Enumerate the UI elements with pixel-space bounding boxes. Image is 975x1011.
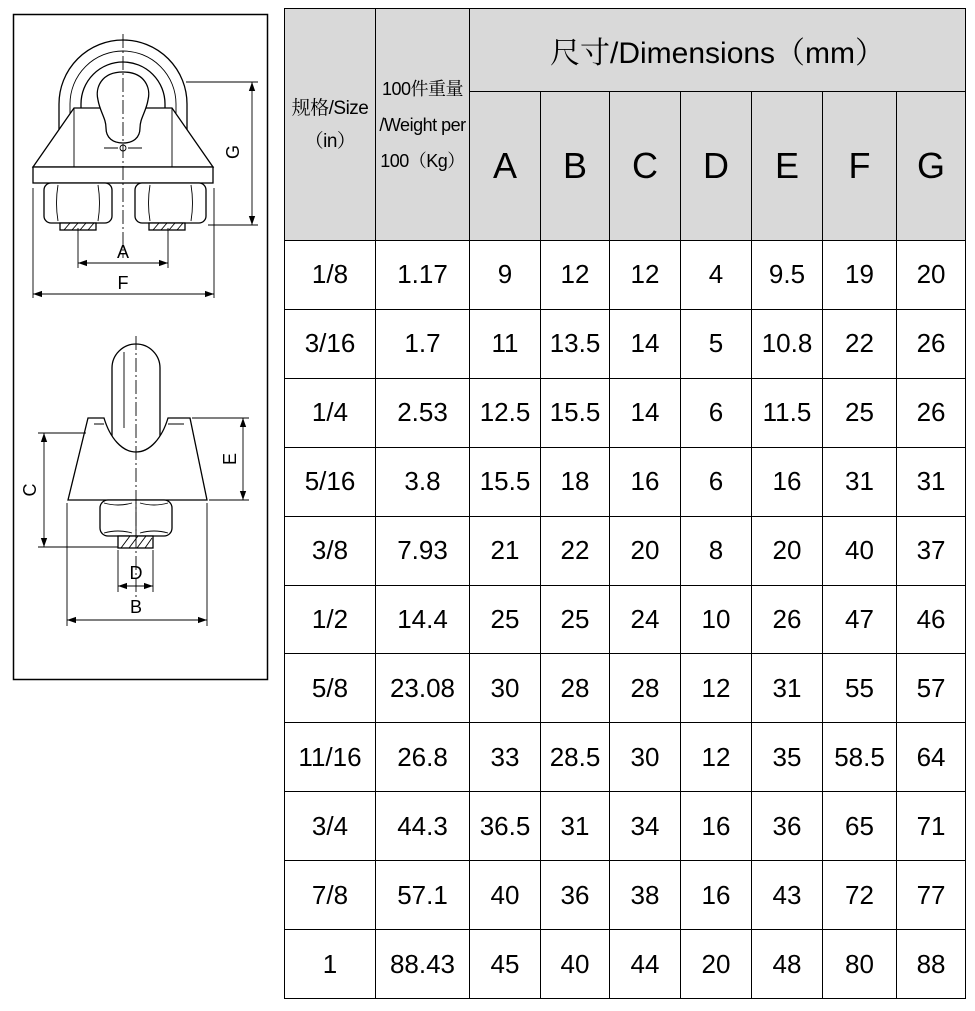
column-header-g: G (897, 92, 966, 241)
size-header-line-2: （in） (304, 130, 356, 152)
cell-size: 3/8 (285, 516, 376, 585)
cell-g: 77 (897, 861, 966, 930)
left-hex-nut (44, 183, 112, 223)
cell-a: 15.5 (470, 447, 541, 516)
table-row (285, 309, 966, 378)
cell-weight: 7.93 (376, 516, 470, 585)
cell-a: 9 (470, 241, 541, 310)
table-row (285, 447, 966, 516)
dimensions-group-header: 尺寸/Dimensions（mm） (470, 9, 966, 92)
cell-f: 80 (823, 930, 897, 999)
right-thread-end (149, 223, 185, 230)
cell-d: 12 (681, 654, 752, 723)
cell-f: 55 (823, 654, 897, 723)
cell-size: 1/4 (285, 378, 376, 447)
cell-e: 20 (752, 516, 823, 585)
cell-f: 25 (823, 378, 897, 447)
cell-weight: 23.08 (376, 654, 470, 723)
cell-weight: 57.1 (376, 861, 470, 930)
dimension-label-a: A (116, 242, 130, 262)
cell-weight: 88.43 (376, 930, 470, 999)
cell-size: 3/16 (285, 309, 376, 378)
cell-a: 40 (470, 861, 541, 930)
cell-b: 25 (541, 585, 610, 654)
cell-f: 22 (823, 309, 897, 378)
cell-b: 15.5 (541, 378, 610, 447)
cell-f: 31 (823, 447, 897, 516)
column-header-a: A (470, 92, 541, 241)
weight-header-line-3: 100（Kg） (380, 150, 465, 171)
size-column-header (285, 9, 376, 241)
cell-b: 12 (541, 241, 610, 310)
cell-a: 12.5 (470, 378, 541, 447)
cell-c: 38 (610, 861, 681, 930)
cell-e: 26 (752, 585, 823, 654)
cell-d: 16 (681, 792, 752, 861)
cell-e: 10.8 (752, 309, 823, 378)
left-nut-outline (44, 183, 112, 223)
cell-c: 24 (610, 585, 681, 654)
weight-column-header (376, 9, 470, 241)
cell-a: 21 (470, 516, 541, 585)
cell-b: 28.5 (541, 723, 610, 792)
cell-f: 19 (823, 241, 897, 310)
column-header-c: C (610, 92, 681, 241)
cell-weight: 2.53 (376, 378, 470, 447)
column-header-b: B (541, 92, 610, 241)
table-row (285, 241, 966, 310)
table-row (285, 723, 966, 792)
dimensions-table (284, 8, 966, 999)
cell-weight: 44.3 (376, 792, 470, 861)
cell-b: 22 (541, 516, 610, 585)
cell-a: 30 (470, 654, 541, 723)
column-header-f: F (823, 92, 897, 241)
cell-weight: 3.8 (376, 447, 470, 516)
side-thread-end (118, 536, 153, 548)
table-row (285, 516, 966, 585)
cell-c: 14 (610, 378, 681, 447)
table-row (285, 792, 966, 861)
cell-d: 20 (681, 930, 752, 999)
cell-e: 16 (752, 447, 823, 516)
cell-size: 5/16 (285, 447, 376, 516)
column-header-d: D (681, 92, 752, 241)
cell-weight: 1.17 (376, 241, 470, 310)
table-row (285, 585, 966, 654)
cell-g: 88 (897, 930, 966, 999)
cell-g: 64 (897, 723, 966, 792)
cell-size: 1/2 (285, 585, 376, 654)
cell-weight: 1.7 (376, 309, 470, 378)
cell-f: 65 (823, 792, 897, 861)
cell-d: 10 (681, 585, 752, 654)
weight-header-line-2: /Weight per (379, 114, 466, 135)
cell-e: 36 (752, 792, 823, 861)
cell-e: 9.5 (752, 241, 823, 310)
cell-d: 6 (681, 378, 752, 447)
cell-g: 26 (897, 378, 966, 447)
cell-a: 25 (470, 585, 541, 654)
cell-size: 1/8 (285, 241, 376, 310)
dimension-label-g: G (223, 144, 243, 160)
cell-b: 40 (541, 930, 610, 999)
header-row-1 (285, 9, 966, 92)
cell-g: 20 (897, 241, 966, 310)
right-hex-nut (135, 183, 206, 223)
cell-d: 8 (681, 516, 752, 585)
cell-size: 11/16 (285, 723, 376, 792)
cell-size: 3/4 (285, 792, 376, 861)
cell-b: 28 (541, 654, 610, 723)
cell-c: 28 (610, 654, 681, 723)
cell-a: 33 (470, 723, 541, 792)
cell-e: 43 (752, 861, 823, 930)
cell-g: 71 (897, 792, 966, 861)
cell-a: 11 (470, 309, 541, 378)
table-row (285, 861, 966, 930)
cell-c: 34 (610, 792, 681, 861)
cell-c: 20 (610, 516, 681, 585)
cell-g: 26 (897, 309, 966, 378)
cell-d: 12 (681, 723, 752, 792)
weight-header-line-1: 100件重量 (381, 78, 464, 99)
cell-e: 11.5 (752, 378, 823, 447)
dimension-label-d: D (129, 563, 143, 583)
cell-c: 30 (610, 723, 681, 792)
dimension-label-c: C (20, 483, 40, 497)
cell-e: 31 (752, 654, 823, 723)
table-row (285, 930, 966, 999)
cell-c: 14 (610, 309, 681, 378)
cell-weight: 26.8 (376, 723, 470, 792)
side-thread-outline (118, 536, 153, 548)
cell-f: 72 (823, 861, 897, 930)
dimension-label-e: E (220, 452, 240, 466)
cell-b: 31 (541, 792, 610, 861)
table-body (285, 241, 966, 999)
cell-d: 6 (681, 447, 752, 516)
cell-g: 57 (897, 654, 966, 723)
cell-b: 36 (541, 861, 610, 930)
cell-size: 1 (285, 930, 376, 999)
cell-b: 18 (541, 447, 610, 516)
size-header-line-1: 规格/Size (291, 97, 369, 119)
table-row (285, 654, 966, 723)
cell-d: 4 (681, 241, 752, 310)
cell-g: 37 (897, 516, 966, 585)
cell-d: 5 (681, 309, 752, 378)
cell-c: 44 (610, 930, 681, 999)
cell-e: 48 (752, 930, 823, 999)
wire-rope-clip-diagram (0, 0, 270, 690)
cell-e: 35 (752, 723, 823, 792)
cell-weight: 14.4 (376, 585, 470, 654)
right-nut-outline (135, 183, 206, 223)
cell-g: 46 (897, 585, 966, 654)
cell-d: 16 (681, 861, 752, 930)
cell-a: 36.5 (470, 792, 541, 861)
cell-c: 16 (610, 447, 681, 516)
cell-f: 47 (823, 585, 897, 654)
cell-f: 40 (823, 516, 897, 585)
cell-c: 12 (610, 241, 681, 310)
column-header-e: E (752, 92, 823, 241)
cell-size: 7/8 (285, 861, 376, 930)
cell-g: 31 (897, 447, 966, 516)
cell-b: 13.5 (541, 309, 610, 378)
cell-f: 58.5 (823, 723, 897, 792)
table-row (285, 378, 966, 447)
cell-a: 45 (470, 930, 541, 999)
dimension-label-b: B (129, 597, 143, 617)
cell-size: 5/8 (285, 654, 376, 723)
dimension-label-f: F (117, 273, 129, 293)
